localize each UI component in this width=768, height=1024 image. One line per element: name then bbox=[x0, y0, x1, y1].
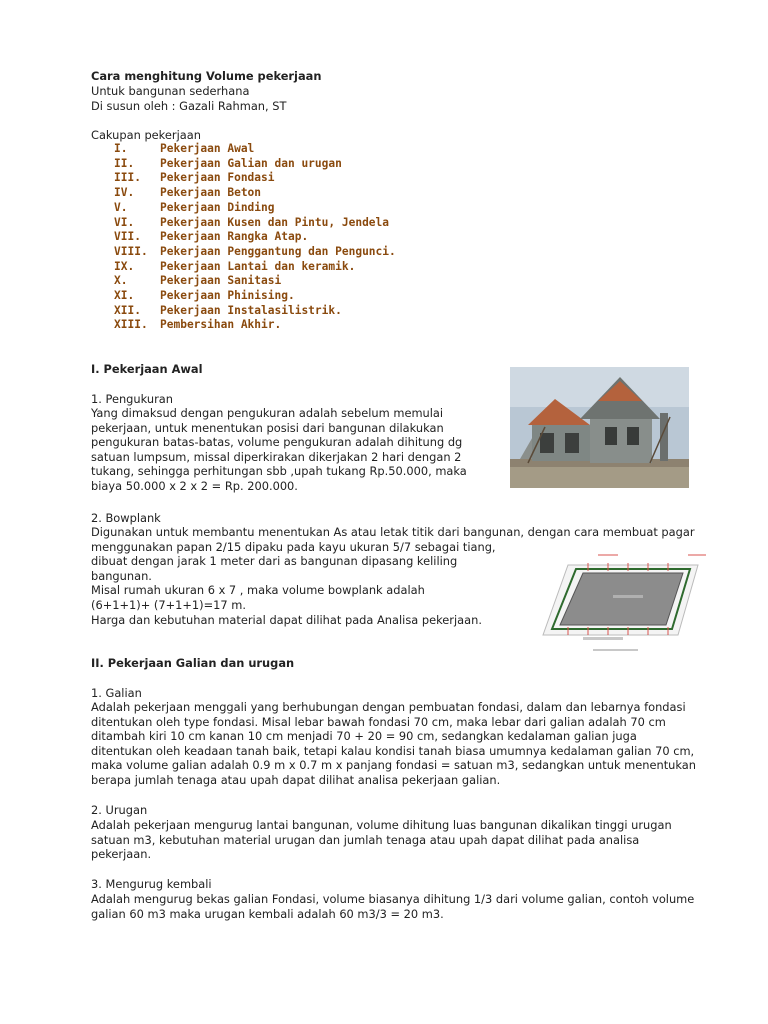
paragraph-line: satuan m3, kebutuhan material urugan dan jumlah tenaga atau upah dapat dilihat pada analisa bbox=[91, 832, 640, 847]
paragraph-line: galian 60 m3 maka urugan kembali adalah 60 m3/3 = 20 m3. bbox=[91, 906, 444, 921]
scope-item-number: XII. bbox=[114, 303, 141, 317]
scope-item-label: Pekerjaan Lantai dan keramik. bbox=[160, 259, 356, 273]
scope-item-number: IX. bbox=[114, 259, 135, 273]
paragraph-line: dibuat dengan jarak 1 meter dari as bangunan dipasang keliling bbox=[91, 554, 458, 569]
section-2-heading: II. Pekerjaan Galian dan urugan bbox=[91, 656, 295, 670]
paragraph-line: pengukuran batas-batas, volume pengukuran adalah dihitung dg bbox=[91, 435, 463, 450]
scope-item-number: X. bbox=[114, 274, 128, 288]
house-photo bbox=[510, 367, 689, 488]
paragraph-line: biaya 50.000 x 2 x 2 = Rp. 200.000. bbox=[91, 478, 298, 493]
scope-item-label: Pekerjaan Galian dan urugan bbox=[160, 156, 342, 170]
scope-item-number: II. bbox=[114, 156, 135, 170]
scope-item-number: XI. bbox=[114, 289, 135, 302]
paragraph-line: pekerjaan. bbox=[91, 847, 152, 862]
section-2-sub3-body bbox=[91, 892, 694, 921]
paragraph-line: Misal rumah ukuran 6 x 7 , maka volume bowplank adalah bbox=[91, 583, 425, 598]
scope-item-label: Pekerjaan Phinising. bbox=[160, 289, 295, 302]
scope-item-label: Pekerjaan Sanitasi bbox=[160, 274, 282, 288]
section-1-heading: I. Pekerjaan Awal bbox=[91, 362, 203, 376]
paragraph-line: maka volume galian adalah 0.9 m x 0.7 m x panjang fondasi = satuan m3, sedangkan untuk menentukan bbox=[91, 758, 696, 773]
section-1-sub2-title: 2. Bowplank bbox=[91, 511, 161, 525]
section-2-sub3-title: 3. Mengurug kembali bbox=[91, 877, 212, 891]
scope-item-number: I. bbox=[114, 142, 128, 155]
scope-item-number: V. bbox=[114, 200, 128, 214]
scope-item-label: Pekerjaan Instalasilistrik. bbox=[160, 303, 342, 317]
paragraph-line: Adalah mengurug bekas galian Fondasi, volume biasanya dihitung 1/3 dari volume galian, contoh volume bbox=[91, 892, 695, 906]
document-title: Cara menghitung Volume pekerjaan bbox=[91, 69, 322, 83]
section-2-sub1-title: 1. Galian bbox=[91, 686, 142, 700]
scope-item-label: Pekerjaan Awal bbox=[160, 142, 255, 155]
scope-item-number: VIII. bbox=[114, 244, 148, 258]
paragraph-line: berapa jumlah tenaga atau upah dapat dilihat analisa pekerjaan galian. bbox=[91, 772, 501, 787]
scope-item-label: Pekerjaan Penggantung dan Pengunci. bbox=[160, 244, 396, 258]
section-1-sub1-body bbox=[91, 406, 467, 494]
scope-item-label: Pekerjaan Kusen dan Pintu, Jendela bbox=[160, 215, 390, 229]
scope-item-label: Pekerjaan Dinding bbox=[160, 200, 275, 214]
paragraph-line: Harga dan kebutuhan material dapat dilihat pada Analisa pekerjaan. bbox=[91, 612, 482, 627]
paragraph-line: ditambah kiri 10 cm kanan 10 cm menjadi 70 + 20 = 90 cm, sedangkan kedalaman galian juga bbox=[91, 729, 637, 744]
scope-item-label: Pekerjaan Beton bbox=[160, 186, 262, 200]
paragraph-line: ditentukan oleh keadaan tanah baik, tetapi kalau kondisi tanah biasa umumnya kedalaman galian 70 cm, bbox=[91, 743, 695, 758]
paragraph-line: Digunakan untuk membantu menentukan As atau letak titik dari bangunan, dengan cara membuat pagar bbox=[91, 525, 695, 539]
scope-item-label: Pembersihan Akhir. bbox=[160, 318, 282, 332]
scope-heading: Cakupan pekerjaan bbox=[91, 128, 201, 142]
paragraph-line: (6+1+1)+ (7+1+1)=17 m. bbox=[91, 597, 246, 612]
scope-item-number: IV. bbox=[114, 186, 135, 200]
scope-item-number: III. bbox=[114, 171, 141, 185]
paragraph-line: Adalah pekerjaan menggali yang berhubungan dengan pembuatan fondasi, dalam dan lebarnya fondasi bbox=[91, 700, 686, 714]
paragraph-line: tukang, sehingga perhitungan sbb ,upah tukang Rp.50.000, maka bbox=[91, 464, 467, 479]
paragraph-line: menggunakan papan 2/15 dipaku pada kayu ukuran 5/7 sebagai tiang, bbox=[91, 539, 496, 554]
scope-item-label: Pekerjaan Rangka Atap. bbox=[160, 230, 309, 244]
section-1-sub1-title: 1. Pengukuran bbox=[91, 392, 173, 406]
paragraph-line: ditentukan oleh type fondasi. Misal lebar bawah fondasi 70 cm, maka lebar dari galian adalah 70 cm bbox=[91, 714, 666, 729]
bowplank-diagram bbox=[528, 545, 713, 655]
section-2-sub2-body bbox=[91, 818, 672, 862]
paragraph-line: Adalah pekerjaan mengurug lantai bangunan, volume dihitung luas bangunan dikalikan tinggi urugan bbox=[91, 818, 672, 832]
scope-item-number: VI. bbox=[114, 215, 135, 229]
section-2-sub2-title: 2. Urugan bbox=[91, 803, 148, 817]
scope-item-label: Pekerjaan Fondasi bbox=[160, 171, 275, 185]
scope-item-number: XIII. bbox=[114, 318, 148, 332]
section-2-sub1-body bbox=[91, 700, 696, 788]
document-subtitle: Untuk bangunan sederhana bbox=[91, 84, 250, 98]
paragraph-line: Yang dimaksud dengan pengukuran adalah sebelum memulai bbox=[91, 406, 444, 420]
scope-item-number: VII. bbox=[114, 230, 141, 244]
document-author: Di susun oleh : Gazali Rahman, ST bbox=[91, 99, 287, 113]
paragraph-line: satuan lumpsum, missal diperkirakan dikerjakan 2 hari dengan 2 bbox=[91, 449, 462, 464]
paragraph-line: bangunan. bbox=[91, 568, 152, 583]
paragraph-line: pekerjaan, untuk menentukan posisi dari bangunan dilakukan bbox=[91, 420, 444, 435]
